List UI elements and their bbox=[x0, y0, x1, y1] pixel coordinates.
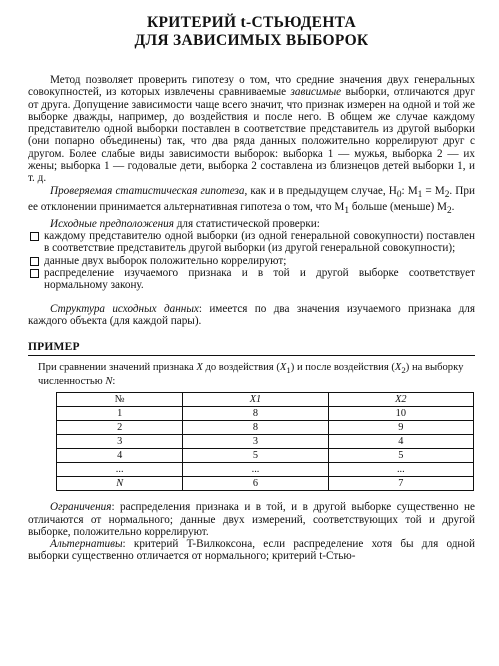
example-table bbox=[56, 392, 474, 491]
table-row bbox=[57, 463, 474, 477]
alternatives-label: Альтернативы bbox=[50, 538, 123, 551]
example-text-e: : bbox=[112, 376, 116, 388]
table-header-row bbox=[57, 393, 474, 407]
n-symbol: N bbox=[105, 376, 113, 388]
m2-subscript: 2 bbox=[444, 189, 450, 200]
example-intro bbox=[38, 362, 475, 388]
table-cell: 3 bbox=[57, 435, 183, 449]
table-cell: 3 bbox=[183, 435, 328, 449]
assumptions-list bbox=[28, 230, 475, 291]
table-row bbox=[57, 421, 474, 435]
title-block bbox=[28, 14, 475, 50]
x2-subscript: 2 bbox=[401, 365, 406, 376]
limitations-text: : распределения признака и в той, и в другой выборке существенно не отличаются от нормального; данные двух измерений, соответствующих той и другой выборке, положительно коррелируют. bbox=[28, 501, 475, 538]
table-cell: 5 bbox=[183, 449, 328, 463]
x1-symbol: X bbox=[279, 362, 287, 374]
checkbox-square-icon bbox=[30, 232, 39, 241]
column-header-number: № bbox=[57, 393, 183, 407]
assumption-text: данные двух выборок положительно коррелируют; bbox=[44, 254, 287, 267]
example-text-b: до воздействия ( bbox=[202, 362, 280, 374]
x2-symbol: X bbox=[394, 362, 402, 374]
example-text-d: ) на выборку численностью bbox=[38, 362, 464, 388]
table-cell: 2 bbox=[57, 421, 183, 435]
assumptions-text: для статистической проверки: bbox=[173, 217, 320, 230]
intro-paragraph bbox=[28, 74, 475, 185]
m1-subscript: 1 bbox=[417, 189, 423, 200]
alternatives-paragraph bbox=[28, 538, 475, 563]
list-item bbox=[28, 255, 475, 267]
list-item bbox=[28, 230, 475, 255]
example-heading: ПРИМЕР bbox=[28, 341, 475, 356]
list-item bbox=[28, 267, 475, 292]
structure-text: : имеется по два значения изучаемого признака для каждого объекта (для каждой пары). bbox=[28, 302, 475, 327]
intro-text-a: Метод позволяет проверить гипотезу о том, что средние значения двух генеральных совокупностей, из которых извлечены сравниваемые bbox=[28, 74, 475, 99]
m2-alt-subscript: 2 bbox=[446, 206, 452, 217]
table-cell: 9 bbox=[328, 421, 473, 435]
intro-emphasis: зависимые bbox=[290, 86, 342, 99]
table-row bbox=[57, 435, 474, 449]
checkbox-square-icon bbox=[30, 269, 39, 278]
table-cell: 8 bbox=[183, 407, 328, 421]
example-text-c: ) и после воздействия ( bbox=[290, 362, 395, 374]
column-header-x1: X1 bbox=[183, 393, 328, 407]
table-cell: 6 bbox=[183, 477, 328, 491]
hypothesis-paragraph bbox=[28, 185, 475, 218]
table-cell: 7 bbox=[328, 477, 473, 491]
table-cell: N bbox=[57, 477, 183, 491]
table-cell: 8 bbox=[183, 421, 328, 435]
hypothesis-text-b: : M bbox=[401, 184, 418, 197]
hypothesis-text-c: = M bbox=[422, 184, 445, 197]
m1-alt-subscript: 1 bbox=[344, 206, 350, 217]
hypothesis-text-d: . При ее отклонении принимается альтернативная гипотеза о том, что M bbox=[28, 184, 475, 214]
checkbox-square-icon bbox=[30, 257, 39, 266]
x-symbol: X bbox=[196, 362, 203, 374]
assumptions-label: Исходные предположения bbox=[50, 217, 174, 230]
intro-text-b: выборки, отличаются друг от друга. Допущение зависимости чаще всего значит, что признак измерен на одной и той же выборке дважды, например, до воздействия и после него. В общем же случае каждому представителю одной выборки поставлен в соответствие представитель из другой выборки (они попарно объединены) так, что два ряда данных положительно коррелируют друг с другом. Более слабые виды зависимости выборок: выборка 1 — мужья, выборка 2 — их жены; выборка 1 — годовалые дети, выборка 2 составлена из близнецов детей выборки 1, и т. д. bbox=[28, 86, 475, 185]
table-row bbox=[57, 449, 474, 463]
table-cell: 4 bbox=[328, 435, 473, 449]
table-cell: 5 bbox=[328, 449, 473, 463]
table-row bbox=[57, 477, 474, 491]
limitations-paragraph bbox=[28, 501, 475, 538]
assumptions-heading bbox=[28, 218, 475, 230]
table-cell: ... bbox=[328, 463, 473, 477]
hypothesis-text-e: больше (меньше) M bbox=[349, 201, 447, 214]
x1-subscript: 1 bbox=[286, 365, 291, 376]
column-header-x2: X2 bbox=[328, 393, 473, 407]
assumption-text: распределение изучаемого признака и в той и другой выборке соответствует нормальному закону. bbox=[44, 266, 475, 292]
table-cell: 10 bbox=[328, 407, 473, 421]
structure-paragraph bbox=[28, 303, 475, 328]
h0-subscript: 0 bbox=[396, 189, 402, 200]
table-cell: ... bbox=[183, 463, 328, 477]
assumption-text: каждому представителю одной выборки (из одной генеральной совокупности) поставлен в соответствие представитель другой выборки (из другой генеральной совокупности); bbox=[44, 230, 475, 255]
structure-label: Структура исходных данных bbox=[50, 302, 199, 315]
table-cell: 1 bbox=[57, 407, 183, 421]
table-cell: 4 bbox=[57, 449, 183, 463]
hypothesis-text-f: . bbox=[451, 201, 455, 214]
hypothesis-label: Проверяемая статистическая гипотеза bbox=[50, 184, 245, 197]
table-row bbox=[57, 407, 474, 421]
page-title-line-1: КРИТЕРИЙ t-СТЬЮДЕНТА bbox=[146, 14, 357, 31]
page-title-line-2: ДЛЯ ЗАВИСИМЫХ ВЫБОРОК bbox=[134, 32, 369, 49]
table-cell: ... bbox=[57, 463, 183, 477]
limitations-label: Ограничения bbox=[50, 501, 112, 514]
alternatives-text: : критерий T-Вилкоксона, если распределение хотя бы для одной выборки существенно отличается от нормального; критерий t-Стью- bbox=[28, 538, 475, 563]
example-text-a: При сравнении значений признака bbox=[38, 362, 197, 374]
hypothesis-text-a: , как и в предыдущем случае, H bbox=[244, 184, 397, 197]
